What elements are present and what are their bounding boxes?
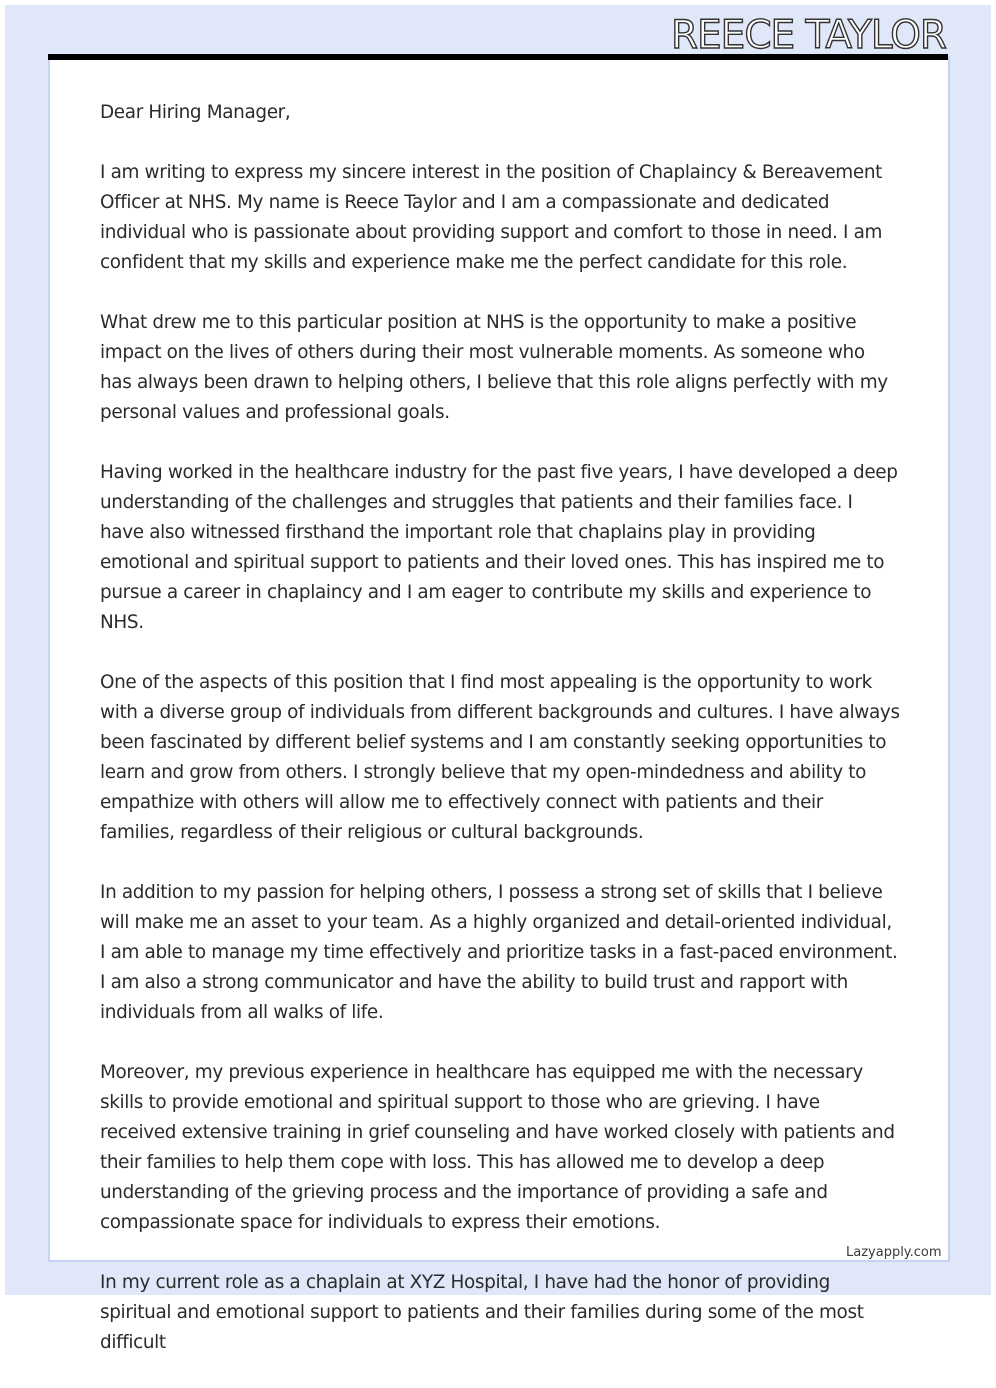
paragraph-skills: In addition to my passion for helping others, I possess a strong set of skills that I believe will make me an asset to your team. As a highly organized and detail-oriented individual, I am able to manage my time effectively and prioritize tasks in a fast-paced environment. I am also a strong communicator and have the ability to build trust and rapport with individuals from all walks of life. [100,882,898,1023]
paragraph-grief-support: Moreover, my previous experience in healthcare has equipped me with the necessary skills to provide emotional and spiritual support to those who are grieving. I have received extensive training in grief counseling and have worked closely with patients and their families to help them cope with loss. This has allowed me to develop a deep understanding of the grieving process and the importance of providing a safe and compassionate space for individuals to express their emotions. [100,1062,895,1233]
paragraph-introduction: I am writing to express my sincere interest in the position of Chaplaincy & Bereavement Officer at NHS. My name is Reece Taylor and I am a compassionate and dedicated individual who is passionate about providing support and comfort to those in need. I am confident that my skills and experience make me the perfect candidate for this role. [100,162,883,273]
paragraph-current-role: In my current role as a chaplain at XYZ Hospital, I have had the honor of providing spiritual and emotional support to patients and their families during some of the most difficult [100,1272,864,1353]
paragraph-healthcare-experience: Having worked in the healthcare industry for the past five years, I have developed a deep understanding of the challenges and struggles that patients and their families face. I have also witnessed firsthand the important role that chaplains play in providing emotional and spiritual support to patients and their loved ones. This has inspired me to pursue a career in chaplaincy and I am eager to contribute my skills and experience to NHS. [100,462,898,633]
watermark-text: Lazyapply.com [846,1245,942,1260]
paragraph-motivation: What drew me to this particular position at NHS is the opportunity to make a positive impact on the lives of others during their most vulnerable moments. As someone who has always been drawn to helping others, I believe that this role aligns perfectly with my personal values and professional goals. [100,312,888,423]
letter-body [100,98,900,1388]
salutation: Dear Hiring Manager, [100,102,291,123]
applicant-name-heading: REECE TAYLOR [670,13,946,58]
paragraph-diversity: One of the aspects of this position that I find most appealing is the opportunity to work with a diverse group of individuals from different backgrounds and cultures. I have always been fascinated by different belief systems and I am constantly seeking opportunities to learn and grow from others. I strongly believe that my open-mindedness and ability to empathize with others will allow me to effectively connect with patients and their families, regardless of their religious or cultural backgrounds. [100,672,900,843]
